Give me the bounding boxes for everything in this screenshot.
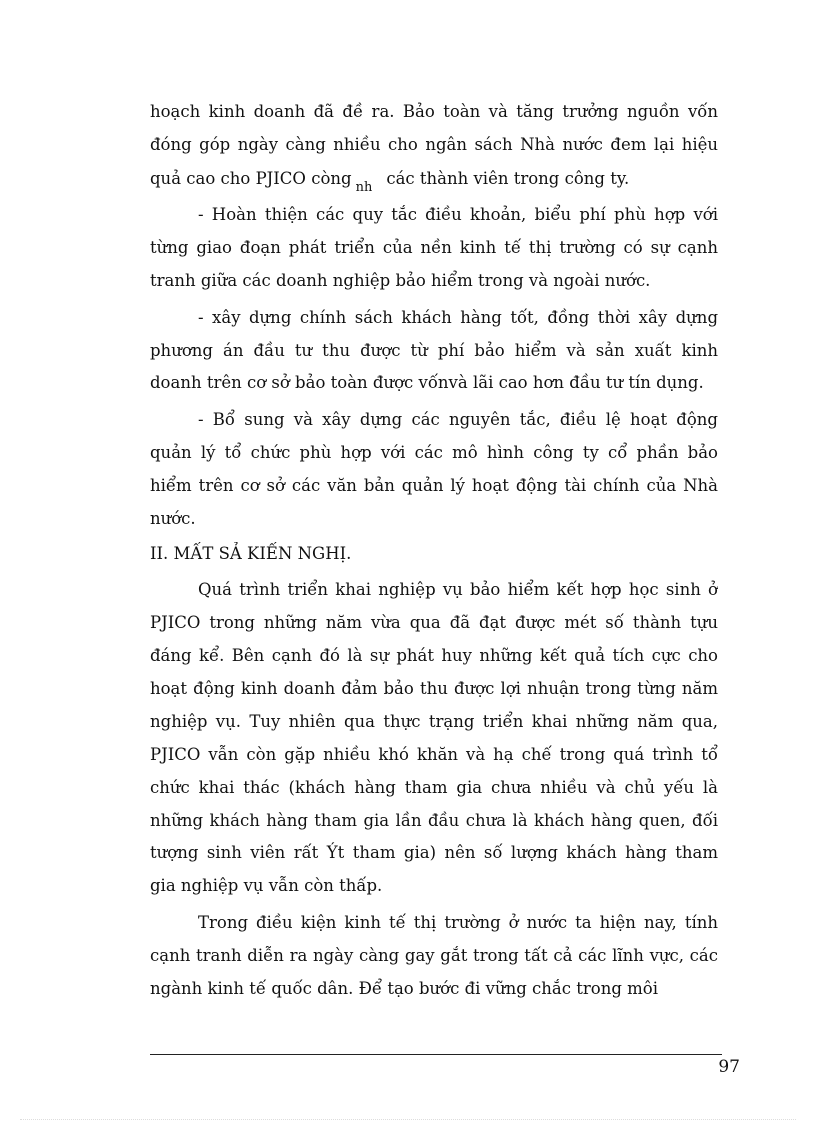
text-line: - Bổ sung và xây dựng các nguyên tắc, điều lệ hoạt động bbox=[198, 410, 718, 429]
text-line: nước. bbox=[150, 509, 196, 528]
text-line: đóng góp ngày càng nhiều cho ngân sách Nhà nước đem lại hiệu bbox=[150, 135, 718, 154]
text-line: chức khai thác (khách hàng tham gia chưa nhiều và chủ yếu là bbox=[150, 778, 718, 797]
subscript-text: nh bbox=[355, 180, 373, 191]
text-line: PJICO trong những năm vừa qua đã đạt được mét số thành tựu bbox=[150, 613, 718, 632]
text-line: hiểm trên cơ sở các văn bản quản lý hoạt động tài chính của Nhà bbox=[150, 476, 718, 495]
text-line: gia nghiệp vụ vẫn còn thấp. bbox=[150, 876, 383, 895]
text-fragment: các thành viên trong công ty. bbox=[386, 169, 630, 188]
text-line: tranh giữa các doanh nghiệp bảo hiểm trong và ngoài nước. bbox=[150, 271, 651, 290]
text-line: phương án đầu tư thu được từ phí bảo hiểm và sản xuất kinh bbox=[150, 341, 718, 360]
section-heading: II. MẤT SẢ KIẾN NGHỊ. bbox=[150, 544, 352, 563]
text-line: doanh trên cơ sở bảo toàn được vốnvà lãi cao hơn đầu tư tín dụng. bbox=[150, 373, 704, 392]
text-line: PJICO vẫn còn gặp nhiều khó khăn và hạ chế trong quá trình tổ bbox=[150, 745, 718, 764]
text-fragment: quả cao cho PJICO còng bbox=[150, 169, 352, 188]
text-line: - Hoàn thiện các quy tắc điều khoản, biểu phí phù hợp với bbox=[198, 205, 718, 224]
text-line: tượng sinh viên rất Ýt tham gia) nên số lượng khách hàng tham bbox=[150, 843, 718, 862]
text-line: - xây dựng chính sách khách hàng tốt, đồng thời xây dựng bbox=[198, 308, 718, 327]
text-line: nghiệp vụ. Tuy nhiên qua thực trạng triển khai những năm qua, bbox=[150, 712, 718, 731]
text-line: những khách hàng tham gia lần đầu chưa là khách hàng quen, đối bbox=[150, 811, 718, 830]
text-line: từng giao đoạn phát triển của nền kinh tế thị trường có sự cạnh bbox=[150, 238, 718, 257]
text-line: ngành kinh tế quốc dân. Để tạo bước đi vững chắc trong môi bbox=[150, 979, 658, 998]
text-line-with-subscript bbox=[150, 167, 718, 191]
text-line: quản lý tổ chức phù hợp với các mô hình công ty cổ phần bảo bbox=[150, 443, 718, 462]
text-line: đáng kể. Bên cạnh đó là sự phát huy những kết quả tích cực cho bbox=[150, 646, 718, 665]
text-line: hoạch kinh doanh đã đề ra. Bảo toàn và tăng trưởng nguồn vốn bbox=[150, 102, 718, 121]
text-line: hoạt động kinh doanh đảm bảo thu được lợi nhuận trong từng năm bbox=[150, 679, 718, 698]
text-line: Trong điều kiện kinh tế thị trường ở nước ta hiện nay, tính bbox=[198, 913, 718, 932]
footer-rule bbox=[150, 1054, 722, 1055]
page-number: 97 bbox=[718, 1057, 740, 1077]
text-line: cạnh tranh diễn ra ngày càng gay gắt trong tất cả các lĩnh vực, các bbox=[150, 946, 718, 965]
text-line: Quá trình triển khai nghiệp vụ bảo hiểm kết hợp học sinh ở bbox=[198, 580, 718, 599]
page-edge-dotted-line bbox=[20, 1119, 796, 1120]
